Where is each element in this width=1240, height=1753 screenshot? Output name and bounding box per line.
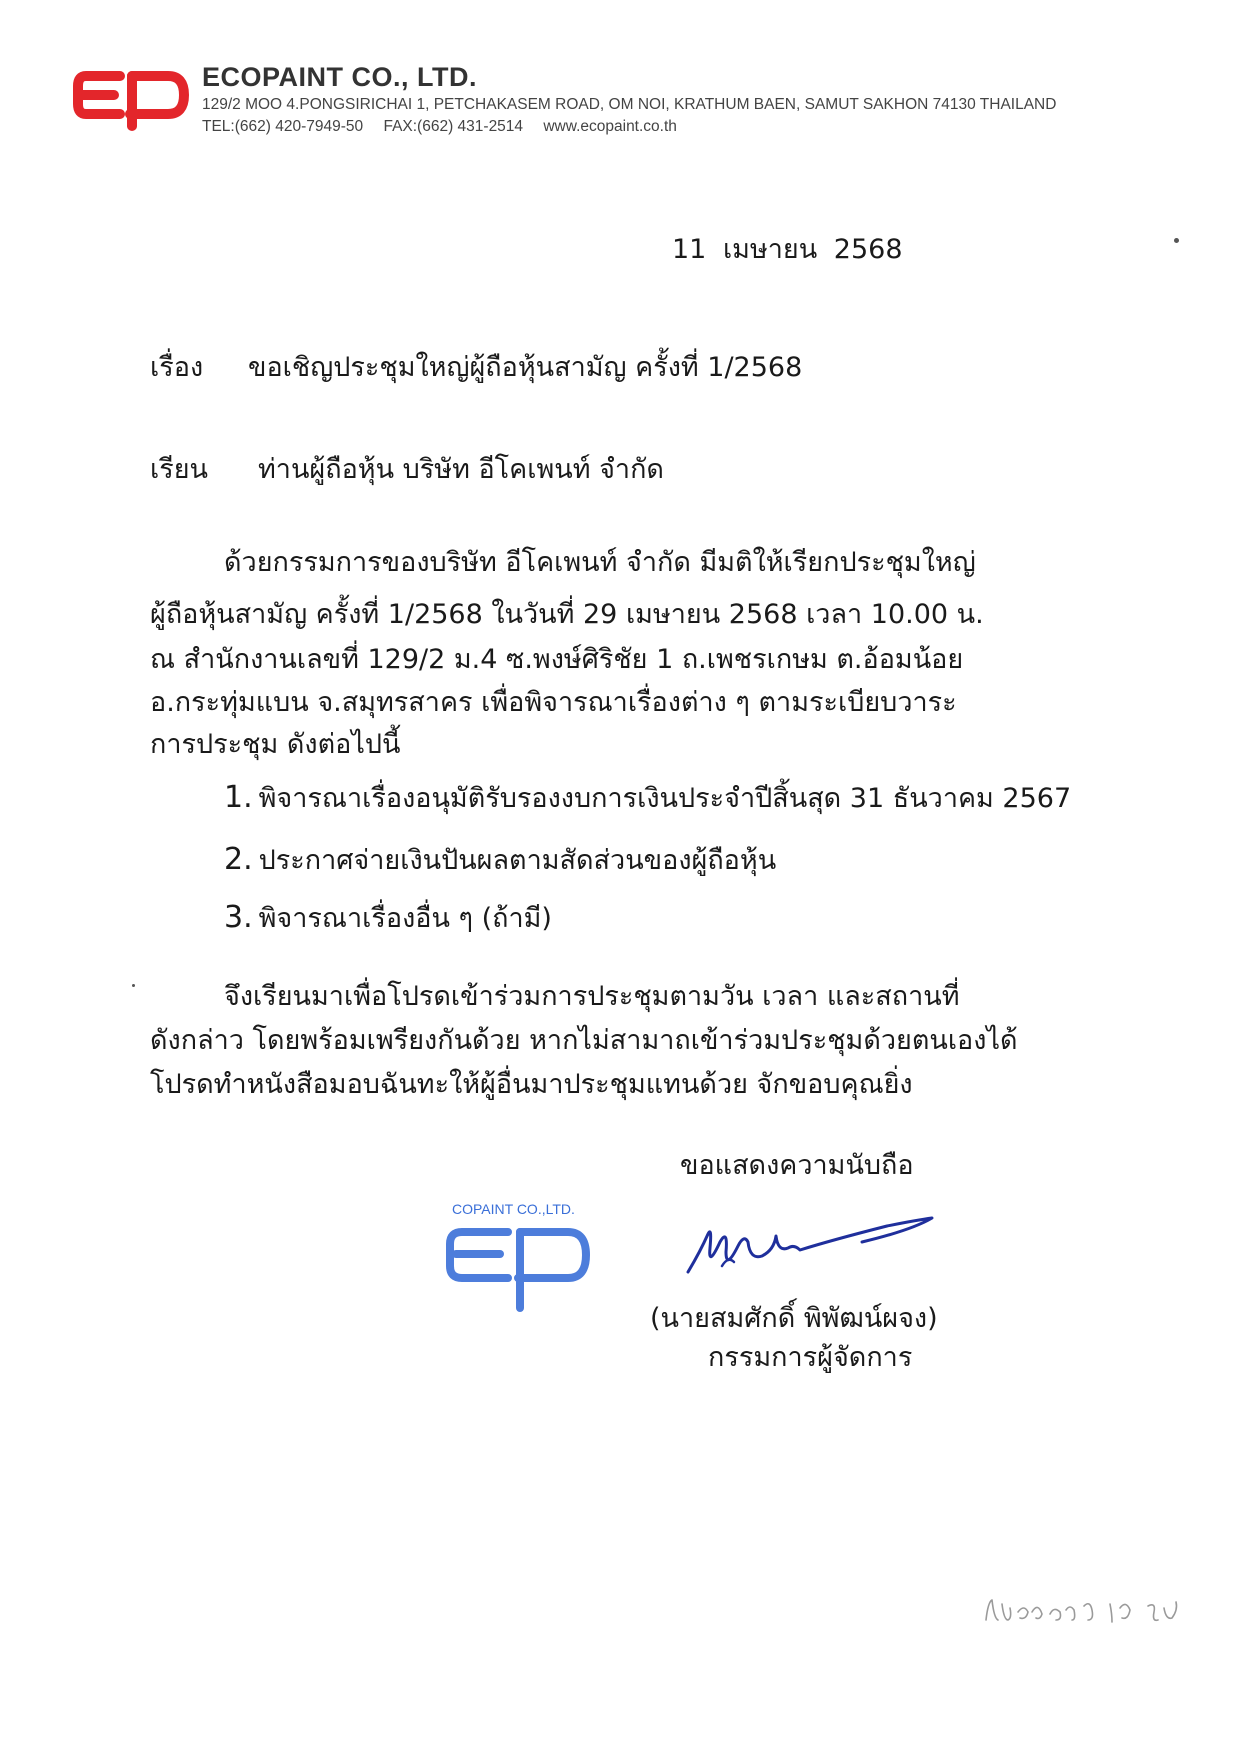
- agenda-item: [224, 896, 552, 939]
- intro-line: การประชุม ดังต่อไปนี้: [150, 729, 401, 760]
- agenda-text: ประกาศจ่ายเงินปันผลตามสัดส่วนของผู้ถือหุ้น: [258, 845, 777, 876]
- signature-scribble: [682, 1212, 952, 1282]
- letterhead: [72, 62, 1172, 142]
- closing-salutation: ขอแสดงความนับถือ: [680, 1150, 914, 1181]
- stamp-text: COPAINT CO.,LTD.: [452, 1201, 575, 1217]
- intro-line: ด้วยกรรมการของบริษัท อีโคเพนท์ จำกัด มีมติให้เรียกประชุมใหญ่: [224, 547, 976, 578]
- agenda-number: 3.: [224, 900, 253, 935]
- company-fax: FAX:(662) 431-2514: [383, 118, 524, 135]
- paper-speck: [1174, 238, 1179, 243]
- agenda-text: พิจารณาเรื่องอื่น ๆ (ถ้ามี): [258, 903, 552, 934]
- intro-line: ผู้ถือหุ้นสามัญ ครั้งที่ 1/2568 ในวันที่ 29 เมษายน 2568 เวลา 10.00 น.: [150, 599, 984, 630]
- agenda-number: 2.: [224, 842, 253, 877]
- paper-speck: [132, 984, 135, 987]
- agenda-item: [224, 776, 1071, 819]
- recipient-value: ท่านผู้ถือหุ้น บริษัท อีโคเพนท์ จำกัด: [258, 454, 664, 485]
- company-website: www.ecopaint.co.th: [543, 118, 677, 135]
- intro-line: ณ สำนักงานเลขที่ 129/2 ม.4 ซ.พงษ์ศิริชัย 1 ถ.เพชรเกษม ต.อ้อมน้อย: [150, 644, 964, 675]
- recipient-row: [150, 447, 664, 490]
- recipient-label: เรียน: [150, 454, 209, 485]
- agenda-item: [224, 838, 776, 881]
- company-name: ECOPAINT CO., LTD.: [202, 62, 477, 92]
- company-contact: [202, 118, 677, 136]
- subject-label: เรื่อง: [150, 352, 204, 383]
- intro-line: อ.กระทุ่มแบน จ.สมุทรสาคร เพื่อพิจารณาเรื่องต่าง ๆ ตามระเบียบวาระ: [150, 687, 957, 718]
- signer-title: กรรมการผู้จัดการ: [708, 1342, 913, 1373]
- agenda-number: 1.: [224, 780, 253, 815]
- subject-value: ขอเชิญประชุมใหญ่ผู้ถือหุ้นสามัญ ครั้งที่ 1/2568: [248, 352, 803, 383]
- subject-row: [150, 345, 803, 388]
- handwritten-note: [980, 1590, 1190, 1630]
- company-phone: TEL:(662) 420-7949-50: [202, 118, 364, 135]
- signer-name: (นายสมศักดิ์ พิพัฒน์ผจง): [650, 1303, 938, 1334]
- company-stamp: [440, 1198, 610, 1330]
- company-address: 129/2 MOO 4.PONGSIRICHAI 1, PETCHAKASEM ROAD, OM NOI, KRATHUM BAEN, SAMUT SAKHON 74130 THAILAND: [202, 96, 1057, 113]
- agenda-text: พิจารณาเรื่องอนุมัติรับรองงบการเงินประจำปีสิ้นสุด 31 ธันวาคม 2567: [258, 783, 1072, 814]
- company-logo: [72, 62, 192, 134]
- closing-line: จึงเรียนมาเพื่อโปรดเข้าร่วมการประชุมตามวัน เวลา และสถานที่: [224, 981, 960, 1012]
- letter-date: 11 เมษายน 2568: [672, 234, 903, 265]
- closing-line: โปรดทำหนังสือมอบฉันทะให้ผู้อื่นมาประชุมแทนด้วย จักขอบคุณยิ่ง: [150, 1069, 913, 1100]
- closing-line: ดังกล่าว โดยพร้อมเพรียงกันด้วย หากไม่สามาถเข้าร่วมประชุมด้วยตนเองได้: [150, 1025, 1018, 1056]
